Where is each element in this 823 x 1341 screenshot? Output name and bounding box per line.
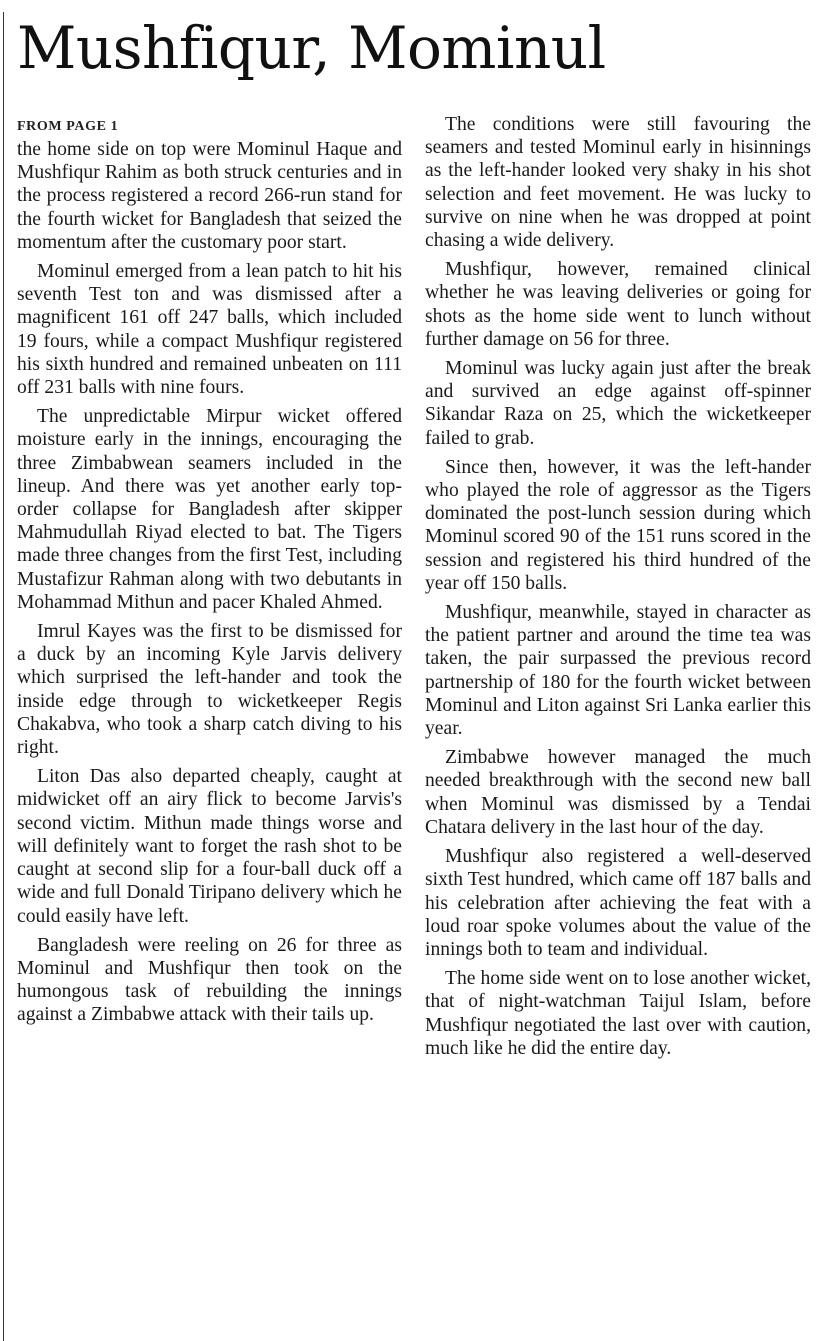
paragraph: Mushfiqur, however, remained clinical whether he was leaving deliveries or going for shots as the home side went to lunch without further damage on 56 for three.: [425, 259, 811, 350]
paragraph: Bangladesh were reeling on 26 for three as Mominul and Mushfiqur then took on the humongous task of rebuilding the innings against a Zimbabwe attack with their tails up.: [17, 934, 402, 1026]
headline: Mushfiqur, Mominul: [17, 14, 606, 82]
paragraph: Since then, however, it was the left-hander who played the role of aggressor as the Tigers dominated the post-lunch session during which Mominul scored 90 of the 151 runs scored in the session and registered his third hundred of the year off 150 balls.: [425, 456, 811, 594]
paragraph: Zimbabwe however managed the much needed breakthrough with the second new ball when Mominul was dismissed by a Tendai Chatara delivery in the last hour of the day.: [425, 747, 811, 838]
paragraph: Mushfiqur also registered a well-deserved sixth Test hundred, which came off 187 balls and his celebration after achieving the feat with a loud roar spoke volumes about the value of the innings both to team and individual.: [425, 846, 811, 960]
paragraph: Mominul was lucky again just after the break and survived an edge against off-spinner Sikandar Raza on 25, which the wicketkeeper failed to grab.: [425, 358, 811, 449]
paragraph: The unpredictable Mirpur wicket offered moisture early in the innings, encouraging the three Zimbabwean seamers included in the lineup. And there was yet another early top-order collapse for Bangladesh after skipper Mahmudullah Riyad elected to bat. The Tigers made three changes from the first Test, including Mustafizur Rahman along with two debutants in Mohammad Mithun and pacer Khaled Ahmed.: [17, 406, 402, 613]
paragraph: Mushfiqur, meanwhile, stayed in character as the patient partner and around the time tea was taken, the pair surpassed the previous record partnership of 180 for the fourth wicket between Mominul and Liton against Sri Lanka earlier this year.: [425, 602, 811, 740]
paragraph: The conditions were still favouring the seamers and tested Mominul early in hisinnings as the left-hander looked very shaky in his shot selection and feet movement. He was lucky to survive on nine when he was dropped at point chasing a wide delivery.: [425, 114, 811, 252]
paragraph: Liton Das also departed cheaply, caught at midwicket off an airy flick to become Jarvis's second victim. Mithun made things worse and will definitely want to forget the rash shot to be caught at second slip for a four-ball duck off a wide and full Donald Tiripano delivery which he could easily have left.: [17, 766, 402, 927]
paragraph: The home side went on to lose another wicket, that of night-watchman Taijul Islam, before Mushfiqur negotiated the last over with caution, much like he did the entire day.: [425, 968, 811, 1059]
paragraph: the home side on top were Mominul Haque and Mushfiqur Rahim as both struck centuries and in the process registered a record 266-run stand for the fourth wicket for Bangladesh that seized the momentum after the customary poor start.: [17, 139, 402, 253]
kicker: FROM PAGE 1: [17, 119, 119, 134]
article-column-right: [425, 113, 811, 1066]
column-rule: [3, 12, 4, 1341]
article-column-left: [17, 113, 402, 1033]
paragraph: Mominul emerged from a lean patch to hit his seventh Test ton and was dismissed after a magnificent 161 off 247 balls, which included 19 fours, while a compact Mushfiqur registered his sixth hundred and remained unbeaten on 111 off 231 balls with nine fours.: [17, 261, 402, 399]
paragraph: Imrul Kayes was the first to be dismissed for a duck by an incoming Kyle Jarvis delivery which surprised the left-hander and took the inside edge through to wicketkeeper Regis Chakabva, who took a sharp catch diving to his right.: [17, 621, 402, 759]
